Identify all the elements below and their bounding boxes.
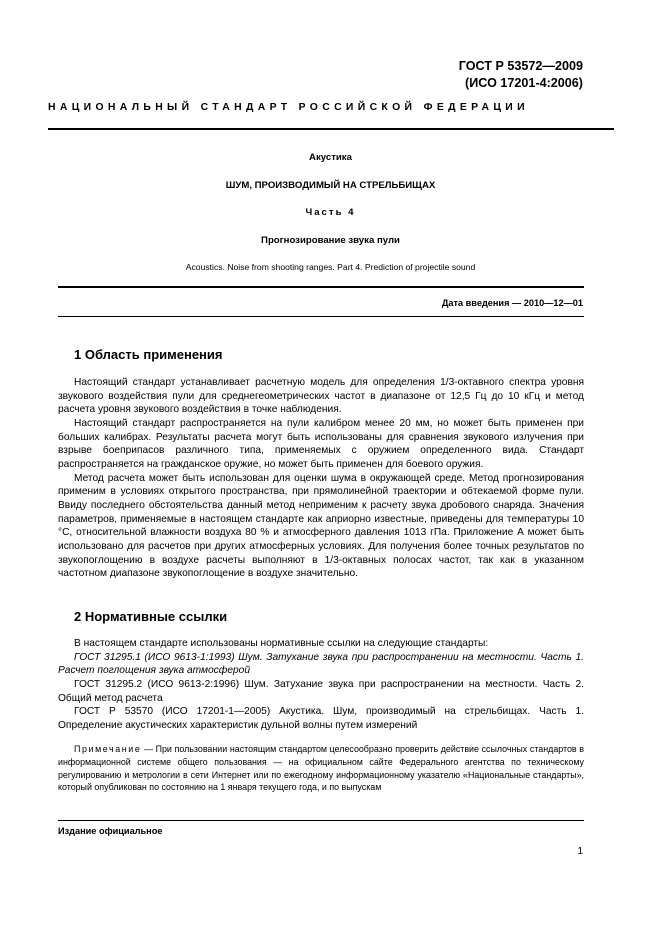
document-header: [459, 58, 583, 92]
gost-number: ГОСТ Р 53572—2009: [458, 59, 583, 73]
section-1-heading: 1 Область применения: [74, 347, 223, 362]
edition-label: Издание официальное: [58, 826, 163, 836]
normative-reference: ГОСТ 31295.1 (ИСО 9613-1:1993) Шум. Затухание звука при распространении на местности. Часть 1. Расчет поглощения звука атмосферой: [58, 651, 584, 677]
title-english: Acoustics. Noise from shooting ranges. Part 4. Prediction of projectile sound: [185, 262, 476, 272]
section-2-intro: В настоящем стандарте использованы нормативные ссылки на следующие стандарты:: [74, 638, 489, 649]
title-line-2: ШУМ, ПРОИЗВОДИМЫЙ НА СТРЕЛЬБИЩАХ: [225, 180, 436, 191]
header-rule: [48, 128, 614, 130]
normative-reference: ГОСТ Р 53570 (ИСО 17201-1—2005) Акустика. Шум, производимый на стрельбищах. Часть 1. Определение акустических характеристик дульной волны путем измерений: [58, 706, 584, 731]
note-paragraph: [58, 743, 584, 794]
title-subtitle: Прогнозирование звука пули: [261, 235, 400, 246]
section-1-paragraph: Настоящий стандарт распространяется на пули калибром менее 20 мм, но может быть применен при больших калибрах. Результаты расчета могут быть использованы для сравнения звукового излучения при взрыве боеприпасов различного типа, применяемых с оружием определенного вида. Стандарт распространяется на гражданское оружие, но может быть применен для боевого оружия.: [58, 417, 584, 470]
section-1-paragraph: Метод расчета может быть использован для оценки шума в окружающей среде. Метод прогнозирования применим в условиях открытого пространства, при прямолинейной траектории и обтекаемой форме пули. Ввиду последнего обстоятельства данный метод неприменим к расчету звука дробового снаряда. Значения параметров, применяемые в настоящем стандарте как априорно известные, приведены для температуры 10 °С, относительной влажности воздуха 80 % и атмосферного давления 1013 гПа. Приложение А может быть использовано для расчетов при других атмосферных условиях. Для получения более точных результатов по звукопоглощению в воздухе расчеты выполняют в 1/3-октавных полосах частот, так как в указанном частотном диапазоне звукопоглощение в воздухе значительно.: [58, 472, 584, 580]
note-text: — При пользовании настоящим стандартом целесообразно проверить действие ссылочных стандартов в информационной системе общего пользования — на официальном сайте Федерального агентства по техническому регулированию и метрологии в сети Интернет или по ежегодному информационному указателю «Национальные стандарты», который опубликован по состоянию на 1 января текущего года, и по выпускам: [58, 744, 584, 793]
note-block: [58, 743, 584, 794]
national-standard-banner: НАЦИОНАЛЬНЫЙ СТАНДАРТ РОССИЙСКОЙ ФЕДЕРАЦИИ: [48, 102, 529, 113]
section-2-heading: 2 Нормативные ссылки: [74, 609, 228, 624]
note-label: Примечание: [74, 744, 142, 754]
section-1-paragraph: Настоящий стандарт устанавливает расчетную модель для определения 1/3-октавного спектра уровня звукового воздействия пули для среднегеометрических частот в диапазоне от 12,5 Гц до 10 кГц и метод расчета уровня звукового воздействия в точке наблюдения.: [58, 377, 584, 416]
section-1-body: [58, 376, 584, 581]
date-rule: [58, 316, 584, 317]
normative-reference: ГОСТ 31295.2 (ИСО 9613-2:1996) Шум. Затухание звука при распространении на местности. Часть 2. Общий метод расчета: [58, 678, 584, 704]
title-rule: [58, 286, 584, 288]
introduction-date: Дата введения — 2010—12—01: [441, 298, 583, 308]
page-number: 1: [577, 846, 583, 857]
title-line-1: Акустика: [309, 152, 352, 163]
footer-rule: [58, 820, 584, 821]
iso-number: (ИСО 17201-4:2006): [465, 76, 583, 90]
section-2-body: [58, 637, 584, 733]
title-part: Часть 4: [305, 207, 356, 218]
